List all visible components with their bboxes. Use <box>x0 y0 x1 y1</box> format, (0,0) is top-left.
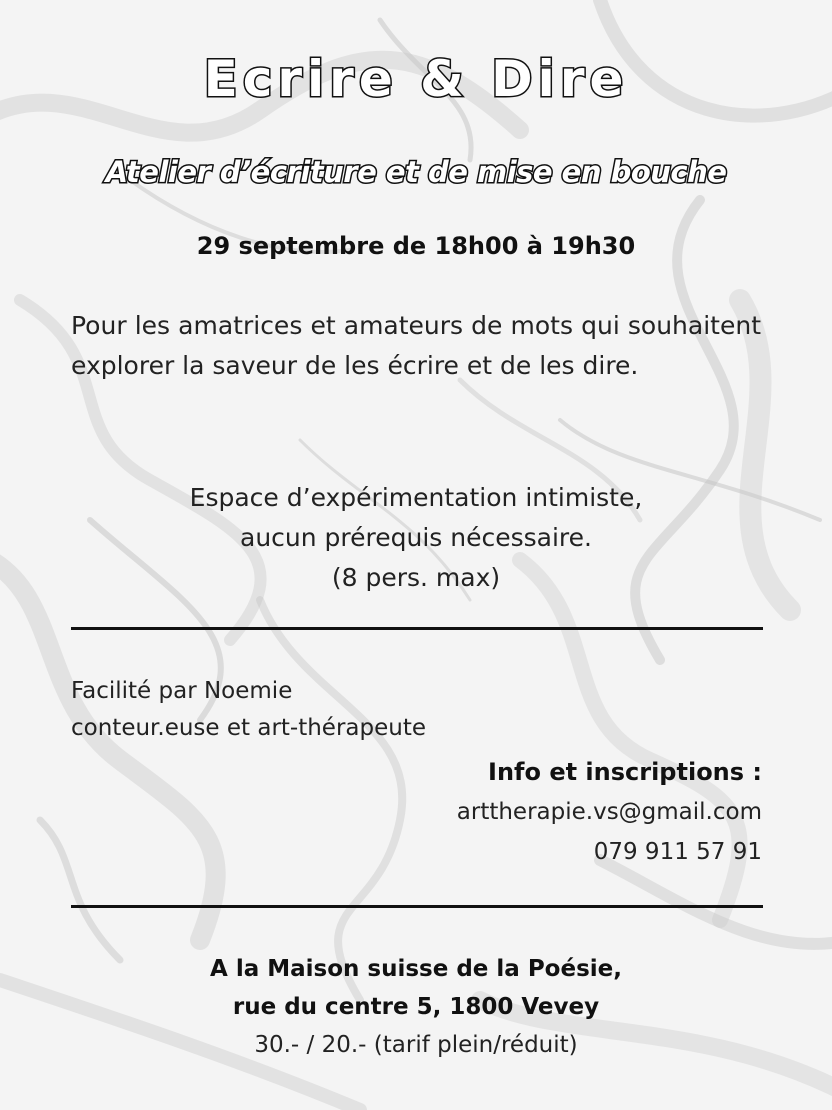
venue-line-2: rue du centre 5, 1800 Vevey <box>232 994 600 1020</box>
event-date: 29 septembre de 18h00 à 19h30 <box>196 232 636 260</box>
info-block <box>262 752 762 872</box>
space-line-3: (8 pers. max) <box>331 563 501 592</box>
venue-block <box>0 950 832 1064</box>
venue-price: 30.- / 20.- (tarif plein/réduit) <box>254 1032 578 1058</box>
flyer-title: Ecrire & Dire <box>203 50 629 108</box>
facilitator-block <box>71 673 426 747</box>
divider-2 <box>71 905 763 908</box>
info-phone[interactable]: 079 911 57 91 <box>593 839 762 865</box>
info-email[interactable]: arttherapie.vs@gmail.com <box>456 799 762 825</box>
venue-line-1: A la Maison suisse de la Poésie, <box>210 956 622 982</box>
facilitator-line-1: Facilité par Noemie <box>71 678 293 704</box>
intro-paragraph: Pour les amatrices et amateurs de mots qui souhaitent explorer la saveur de les écrire et de les dire. <box>71 311 761 380</box>
divider-1 <box>71 627 763 630</box>
flyer-subtitle: Atelier d’écriture et de mise en bouche <box>105 155 727 189</box>
info-title: Info et inscriptions : <box>488 758 762 786</box>
space-description <box>0 478 832 598</box>
space-line-2: aucun prérequis nécessaire. <box>240 523 592 552</box>
facilitator-line-2: conteur.euse et art-thérapeute <box>71 715 427 741</box>
space-line-1: Espace d’expérimentation intimiste, <box>189 483 643 512</box>
